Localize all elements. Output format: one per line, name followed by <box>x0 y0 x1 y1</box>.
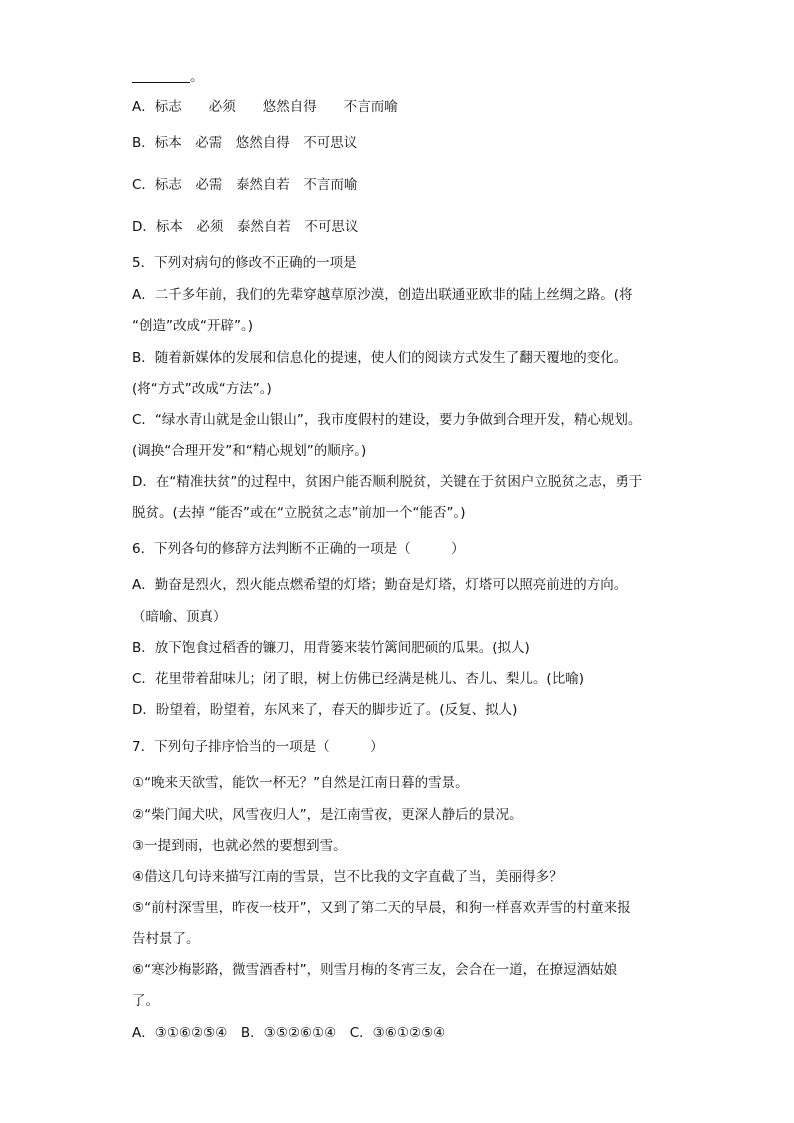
q4-option-b: B．标本 必需 悠然自得 不可思议 <box>132 135 358 151</box>
q7-stem: 7．下列句子排序恰当的一项是（ ） <box>132 739 384 755</box>
q6-option-b: B．放下饱食过稻香的镰刀，用背篓来装竹篱间肥硕的瓜果。(拟人) <box>132 640 530 656</box>
q5-option-b-line1: B．随着新媒体的发展和信息化的提速，使人们的阅读方式发生了翻天覆地的变化。 <box>132 350 628 366</box>
q5-option-a-line1: A．二千多年前，我们的先辈穿越草原沙漠，创造出联通亚欧非的陆上丝绸之路。(将 <box>132 287 633 303</box>
q5-option-c-line1: C．“绿水青山就是金山银山”，我市度假村的建设，要力争做到合理开发，精心规划。 <box>132 412 642 428</box>
q6-option-c: C．花里带着甜味儿；闭了眼，树上仿佛已经满是桃儿、杏儿、梨儿。(比喻) <box>132 671 584 687</box>
q5-option-d-line2: 脱贫。(去掉 “能否”或在“立脱贫之志”前加一个“能否”。) <box>132 505 466 521</box>
q7-sentence-2: ②“柴门闻犬吠，风雪夜归人”，是江南雪夜，更深人静后的景况。 <box>132 807 523 823</box>
q5-option-c-line2: (调换“合理开发”和“精心规划”的顺序。) <box>132 443 367 459</box>
q5-option-a-line2: “创造”改成“开辟”。) <box>132 318 253 334</box>
q5-option-d-line1: D．在“精准扶贫”的过程中，贫困户能否顺利脱贫，关键在于贫困户立脱贫之志，勇于 <box>132 474 643 490</box>
q4-option-d: D．标本 必须 泰然自若 不可思议 <box>132 219 359 235</box>
q7-sentence-5-line2: 告村景了。 <box>132 931 200 947</box>
q7-sentence-4: ④借这几句诗来描写江南的雪景，岂不比我的文字直截了当，美丽得多？ <box>132 869 563 885</box>
q4-tail: 。 <box>190 69 204 85</box>
q4-option-a: A．标志 必须 悠然自得 不言而喻 <box>132 99 398 115</box>
q6-option-d: D．盼望着，盼望着，东风来了，春天的脚步近了。(反复、拟人) <box>132 702 518 718</box>
q5-option-b-line2: (将“方式”改成“方法”。) <box>132 381 272 397</box>
q7-sentence-6-line1: ⑥“寒沙梅影路，微雪酒香村”，则雪月梅的冬宵三友，会合在一道，在撩逗酒姑娘 <box>132 962 618 978</box>
q7-sentence-5-line1: ⑤“前村深雪里，昨夜一枝开”，又到了第二天的早晨，和狗一样喜欢弄雪的村童来报 <box>132 900 631 916</box>
q7-sentence-6-line2: 了。 <box>132 993 159 1009</box>
q7-sentence-1: ①“晚来天欲雪，能饮一杯无？”自然是江南日暮的雪景。 <box>132 775 469 791</box>
q7-options: A．③①⑥②⑤④ B．③⑤②⑥①④ C．③⑥①②⑤④ <box>132 1025 446 1041</box>
q6-option-a-line1: A．勤奋是烈火，烈火能点燃希望的灯塔；勤奋是灯塔，灯塔可以照亮前进的方向。 <box>132 577 628 593</box>
q6-stem: 6．下列各句的修辞方法判断不正确的一项是（ ） <box>132 541 465 557</box>
q7-sentence-3: ③一提到雨，也就必然的要想到雪。 <box>132 838 347 854</box>
q4-option-c: C．标志 必需 泰然自若 不言而喻 <box>132 177 358 193</box>
fill-blank-underline <box>132 82 190 83</box>
q5-stem: 5．下列对病句的修改不正确的一项是 <box>132 255 357 271</box>
q6-option-a-line2: （暗喻、顶真） <box>132 609 227 625</box>
